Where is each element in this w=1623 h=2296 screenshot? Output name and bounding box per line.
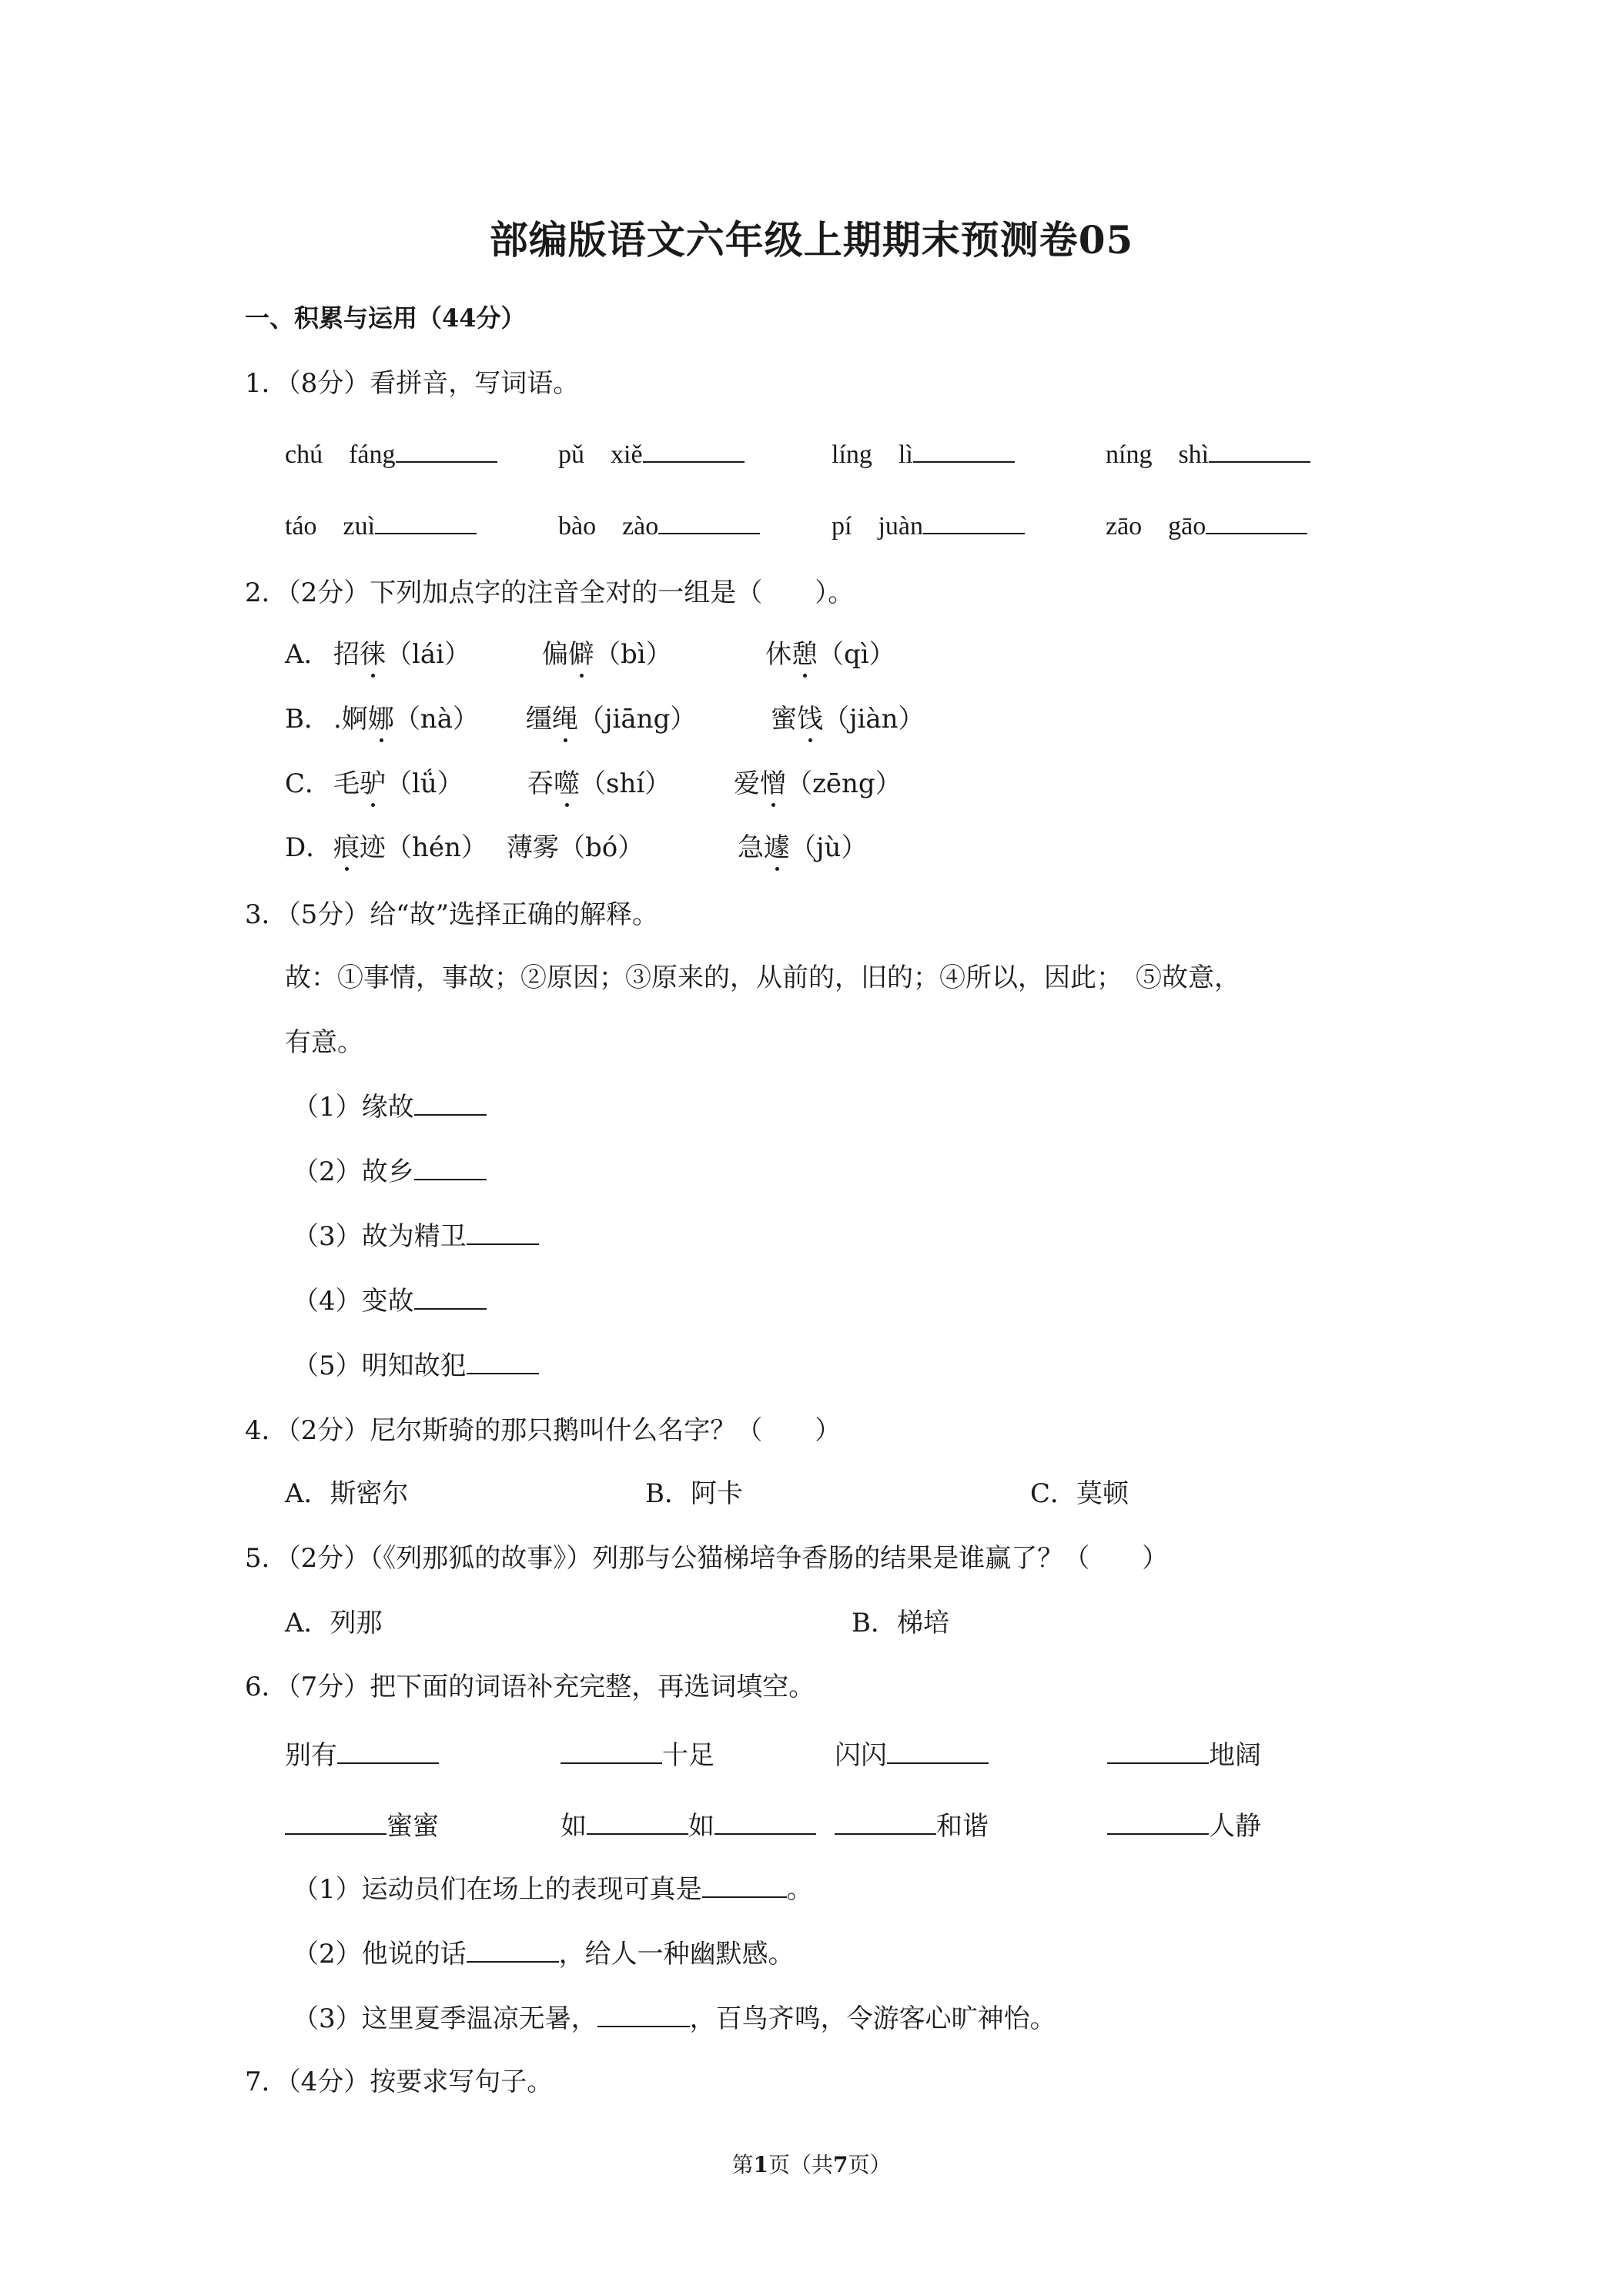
answer-blank[interactable] [887,1739,989,1764]
answer-blank[interactable] [597,2003,690,2027]
q3-item: （3）故为精卫 [293,1215,539,1253]
answer-blank[interactable] [414,1091,487,1116]
q3-item: （4）变故 [293,1280,487,1317]
q1-item [832,433,1015,470]
dotted-char: 痕 [333,832,360,863]
answer-blank[interactable] [714,1810,816,1835]
q1-item [558,504,760,542]
pinyin: pǔ xiě [558,440,643,469]
answer-blank[interactable] [1206,510,1307,534]
dotted-char: 绳 [552,704,578,735]
q1-item [832,504,1025,542]
answer-blank[interactable] [923,510,1025,534]
question-1-stem: 1．（8分）看拼音，写词语。 [245,368,580,399]
question-4-stem: 4．（2分）尼尔斯骑的那只鹅叫什么名字？（ ） [245,1415,842,1446]
q2-option-item: 急遽（jù） [738,832,868,863]
q2-option-item: 招徕（lái） [333,639,471,670]
answer-blank[interactable] [1107,1810,1209,1835]
answer-blank[interactable] [561,1739,662,1764]
section-heading-1: 一、积累与运用（44分） [245,303,526,333]
answer-blank[interactable] [285,1810,387,1835]
q2-option-c-label: C． [285,768,332,799]
q3-item: （1）缘故 [293,1086,487,1123]
q3-item: （5）明知故犯 [293,1344,539,1382]
dotted-char: 娜 [367,704,394,735]
q6-word: 人静 [1107,1805,1261,1842]
pinyin: pí juàn [832,512,923,541]
pinyin: zāo gāo [1106,512,1206,541]
answer-blank[interactable] [1209,438,1310,463]
answer-blank[interactable] [587,1810,688,1835]
pinyin: níng shì [1106,440,1210,469]
q1-item [1106,433,1310,470]
q6-sentence-2: （2）他说的话 ，给人一种幽默感。 [293,1939,795,1970]
q6-word: 蜜蜜 [285,1805,439,1842]
answer-blank[interactable] [337,1739,439,1764]
q1-item [1106,504,1307,542]
answer-blank[interactable] [414,1285,487,1310]
dotted-char: 噬 [554,768,580,799]
q2-option-item: 痕迹（hén） [333,832,487,863]
q6-word: 和谐 [835,1805,989,1842]
q4-option-c: C．莫顿 [1030,1478,1129,1509]
question-2-stem: 2．（2分）下列加点字的注音全对的一组是（ ）。 [245,577,855,608]
answer-blank[interactable] [1107,1739,1209,1764]
q2-option-item: 吞噬（shí） [527,768,671,799]
answer-blank[interactable] [835,1810,936,1835]
dotted-char: 徕 [360,639,386,670]
dotted-char: 憎 [760,768,786,799]
q2-option-d-label: D． [285,832,333,863]
q4-option-a: A．斯密尔 [285,1478,409,1509]
question-7-stem: 7．（4分）按要求写句子。 [245,2067,554,2097]
dotted-char: 僻 [568,639,594,670]
page-footer: 第1页（共7页） [731,2152,892,2177]
q6-word: 别有 [285,1734,439,1772]
dotted-char: 饯 [797,704,823,735]
q1-item [285,433,497,470]
dotted-char: 憩 [791,639,818,670]
page-total: 7 [833,2152,848,2177]
q4-option-b: B．阿卡 [645,1478,743,1509]
answer-blank[interactable] [467,1220,539,1245]
pinyin: táo zuì [285,512,376,541]
q6-word: 地阔 [1107,1734,1261,1772]
answer-blank[interactable] [643,438,745,463]
question-5-stem: 5．（2分）（《列那狐的故事》）列那与公猫梯培争香肠的结果是谁赢了？（ ） [245,1543,1169,1574]
q2-option-b-label: B． [285,704,330,735]
q6-word: 十足 [561,1734,714,1772]
q3-definitions: 故：①事情，事故；②原因；③原来的，从前的，旧的；④所以，因此； ⑤故意， [285,962,1240,993]
page-number: 1 [753,2152,768,2177]
q1-item [558,433,745,470]
answer-blank[interactable] [658,510,760,534]
q2-option-item: 休憩（qì） [765,639,895,670]
answer-blank[interactable] [375,510,477,534]
page-title: 部编版语文六年级上期期末预测卷05 [489,217,1134,263]
answer-blank[interactable] [913,438,1015,463]
q2-option-a-label: A． [285,639,330,670]
answer-blank[interactable] [414,1156,487,1180]
pinyin: chú fáng [285,440,396,469]
q1-item [285,504,477,542]
q2-option-item: .婀娜（nà） [333,704,479,735]
answer-blank[interactable] [702,1873,787,1898]
q6-sentence-3: （3）这里夏季温凉无暑， ，百鸟齐鸣，令游客心旷神怡。 [293,2003,1056,2034]
q2-option-item: 偏僻（bì） [542,639,672,670]
q2-option-item: 缰绳（jiāng） [526,704,697,735]
question-6-stem: 6．（7分）把下面的词语补充完整，再选词填空。 [245,1672,815,1702]
pinyin: líng lì [832,440,913,469]
q5-option-b: B．梯培 [852,1608,949,1638]
answer-blank[interactable] [467,1350,539,1374]
q5-option-a: A．列那 [285,1608,383,1638]
q6-word: 闪闪 [835,1734,989,1772]
q2-option-item: 爱憎（zēng） [734,768,902,799]
answer-blank[interactable] [396,438,497,463]
q3-definitions-cont: 有意。 [285,1027,363,1058]
dotted-char: 遽 [764,832,790,863]
q6-sentence-1: （1）运动员们在场上的表现可真是 。 [293,1874,813,1905]
question-3-stem: 3．（5分）给“故”选择正确的解释。 [245,899,659,930]
q2-option-item: 蜜饯（jiàn） [771,704,925,735]
q6-word: 如 如 [561,1805,816,1842]
q2-option-item: 薄雾（bó） [507,832,644,863]
q3-item: （2）故乡 [293,1150,487,1188]
answer-blank[interactable] [467,1938,559,1963]
pinyin: bào zào [558,512,659,541]
q2-option-item: 毛驴（lǘ） [333,768,463,799]
dotted-char: 驴 [360,768,386,799]
